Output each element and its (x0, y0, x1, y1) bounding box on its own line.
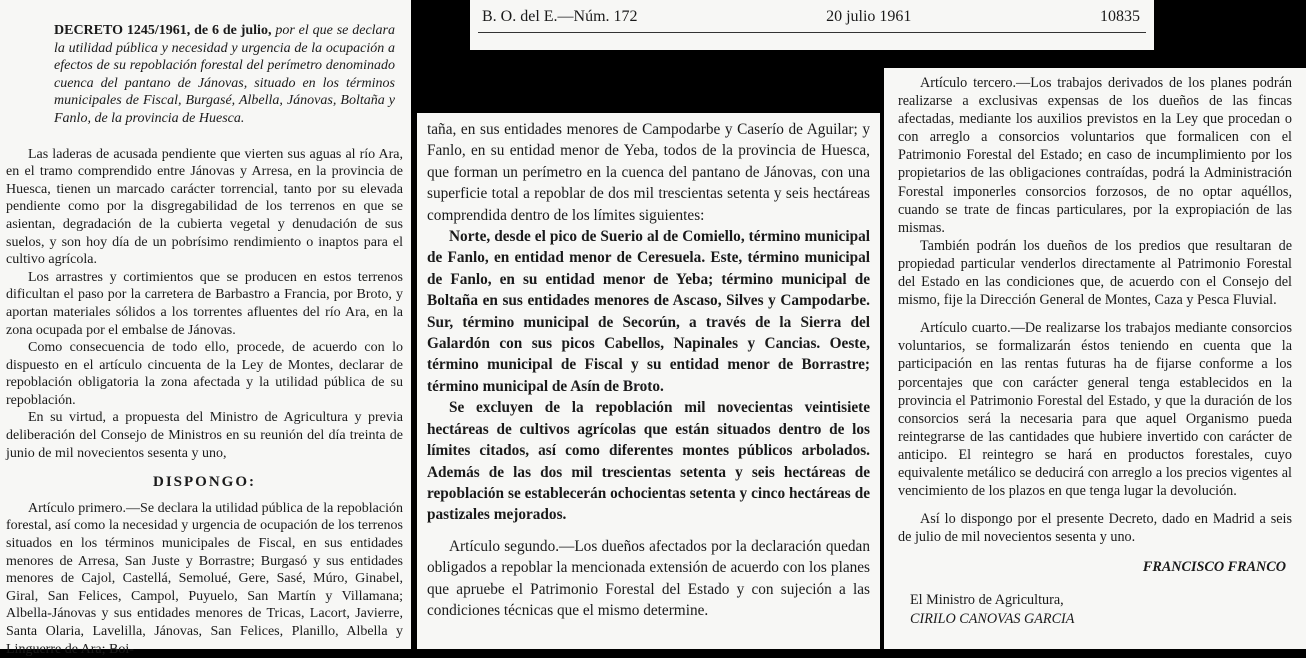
spacer (898, 309, 1292, 319)
paragraph-consecuencia: Como consecuencia de todo ello, procede, de acuerdo con lo dispuesto en el artículo cincuenta de la Ley de Montes, declarar de repoblación obligatoria la zona afectada y la utilidad pública de su repoblación. (6, 340, 403, 408)
minister-block (910, 591, 1292, 629)
article-tercero: Artículo tercero.—Los trabajos derivados de los planes podrán realizarse a exclusivas expensas de los dueños de las fincas afectadas, mediante los auxilios previstos en la Ley que procedan o con arreglo a consorcios voluntarios que formalicen con el Patrimonio Forestal del Estado; en caso de incumplimiento por los propietarios de las obligaciones contraídas, podrá la Administración Forestal imponerles consorcios forzosos, de no optar aquéllos, cuando se trate de fincas particulares, por la expropiación de las mismas. (898, 75, 1292, 236)
dispongo-heading: DISPONGO: (152, 474, 256, 491)
article-cuarto: Artículo cuarto.—De realizarse los trabajos mediante consorcios voluntarios, se formalizarán éstos teniendo en cuenta que la participación en las rentas futuras ha de fijarse conforme a los porcentajes que con carácter general tenga establecidos en la provincia el Patrimonio Forestal del Estado, y que la duración de los consorcios será la necesaria para que aquel Organismo pueda reintegrarse de las cantidades que hubiere invertido con carácter de anticipo. El reintegro se hará en productos forestales, cuyo equivalente metálico se deducirá con arreglo a los precios vigentes al vencimiento de los plazos en que tenga lugar la devolución. (898, 320, 1292, 500)
minister-name: CIRILO CANOVAS GARCIA (910, 610, 1075, 627)
article-segundo: Artículo segundo.—Los dueños afectados por la declaración quedan obligados a repoblar la mencionada extensión de acuerdo con los planes que apruebe el Patrimonio Forestal del Estado y con sujeción a las condiciones técnicas que el mismo determine. (427, 537, 870, 619)
article-primero: Artículo primero.—Se declara la utilidad pública de la repoblación forestal, así como la necesidad y urgencia de ocupación de los terrenos situados en los términos municipales de Fiscal, en sus entidades menores de Arresa, San Juste y Borrastre; Burgasó y sus entidades menores de Cajol, Castellá, Semolué, Gere, Sasé, Múro, Ginabel, Giral, San Felices, Campol, Puyuelo, San Martín y Villamana; Albella-Jánovas y sus entidades menores de Tricas, Lacort, Javierre, Santa Olaria, Lavelilla, Jánovas, San Felices, Planillo, Albella y Linguerre de Ara; Boi- (6, 500, 403, 657)
paragraph-tambien: También podrán los dueños de los predios que resultaran de propiedad particular venderlos directamente al Patrimonio Forestal del Estado en las condiciones que, de acuerdo con el Consejo del mismo, fije la Dirección General de Montes, Caza y Pesca Fluvial. (898, 237, 1292, 309)
paragraph-laderas: Las laderas de acusada pendiente que vierten sus aguas al río Ara, en el tramo comprendido entre Jánovas y Arresa, en la provincia de Huesca, tienen un marcado carácter torrencial, tanto por su elevada pendiente como por la disgregabilidad de los terrenos en que se asientan, degradación de la cubierta vegetal y denudación de sus suelos, y son hoy día de un pobrísimo rendimiento o inaptos para el cultivo agrícola. (6, 146, 403, 268)
paragraph-arrastres: Los arrastres y cortimientos que se producen en estos terrenos dificultan el paso por la carretera de Barbastro a Francia, por Broto, y aportan materiales sólidos a los torrentes afluentes del río Ara, en la zona ocupada por el embalse de Jánovas. (6, 269, 403, 338)
paragraph-continuation: taña, en sus entidades menores de Campodarbe y Caserío de Aguilar; y Fanlo, en su entidad menor de Yeba, todos de la provincia de Huesca, que forman un perímetro en la cuenca del pantano de Jánovas, con una superficie total a repoblar de dos mil trescientas setenta y seis hectáreas comprendida dentro de los límites siguientes: (427, 121, 870, 224)
column-right (884, 68, 1306, 649)
paragraph-limits: Norte, desde el pico de Suerio al de Comiello, término municipal de Fanlo, en entidad menor de Ceresuela. Este, término municipal de Fanlo, en su entidad menor de Yeba; término municipal de Boltaña en sus entidades menores de Ascaso, Silves y Campodarbe. Sur, término municipal de Secorún, a través de la Sierra del Galardón con sus picos Cabellos, Napinales y Cancias. Oeste, término municipal de Fiscal y su entidad menor de Borrastre; término municipal de Asín de Broto. (427, 228, 870, 395)
decree-title-head: DECRETO 1245/1961, de 6 de julio, (54, 23, 272, 38)
decree-title (54, 22, 395, 128)
header-publication: B. O. del E.—Núm. 172 (482, 8, 638, 25)
header-line (470, 6, 1154, 28)
signature: FRANCISCO FRANCO (1142, 559, 1286, 576)
header-page-number: 10835 (1099, 8, 1140, 25)
paragraph-virtud: En su virtud, a propuesta del Ministro de Agricultura y previa deliberación del Consejo de Ministros en su reunión del día treinta de junio de mil novecientos sesenta y uno, (6, 410, 403, 461)
decree-title-rest: por el que se declara la utilidad pública y necesidad y urgencia de la ocupación a efectos de su repoblación forestal del perímetro denominado cuenca del pantano de Jánovas, situado en los términos municipales de Fiscal, Burgasé, Albella, Jánovas, Boltaña y Fanlo, de la provincia de Huesca. (54, 23, 395, 126)
column-middle (417, 113, 880, 649)
spacer (898, 500, 1292, 510)
minister-title: El Ministro de Agricultura, (910, 591, 1064, 608)
header-date: 20 julio 1961 (826, 8, 912, 25)
page-header-strip (470, 0, 1154, 50)
column-left (0, 0, 411, 657)
paragraph-exclusions: Se excluyen de la repoblación mil novecientas veintisiete hectáreas de cultivos agrícolas que están situados dentro de los límites citados, así como diferentes montes públicos arbolados. Además de las dos mil trescientas setenta y seis hectáreas de repoblación se establecerán ochocientas setenta y cinco hectáreas de pastizales mejorados. (427, 399, 870, 524)
header-rule (478, 32, 1146, 33)
paragraph-closing: Así lo dispongo por el presente Decreto, dado en Madrid a seis de julio de mil novecientos sesenta y uno. (898, 511, 1292, 546)
